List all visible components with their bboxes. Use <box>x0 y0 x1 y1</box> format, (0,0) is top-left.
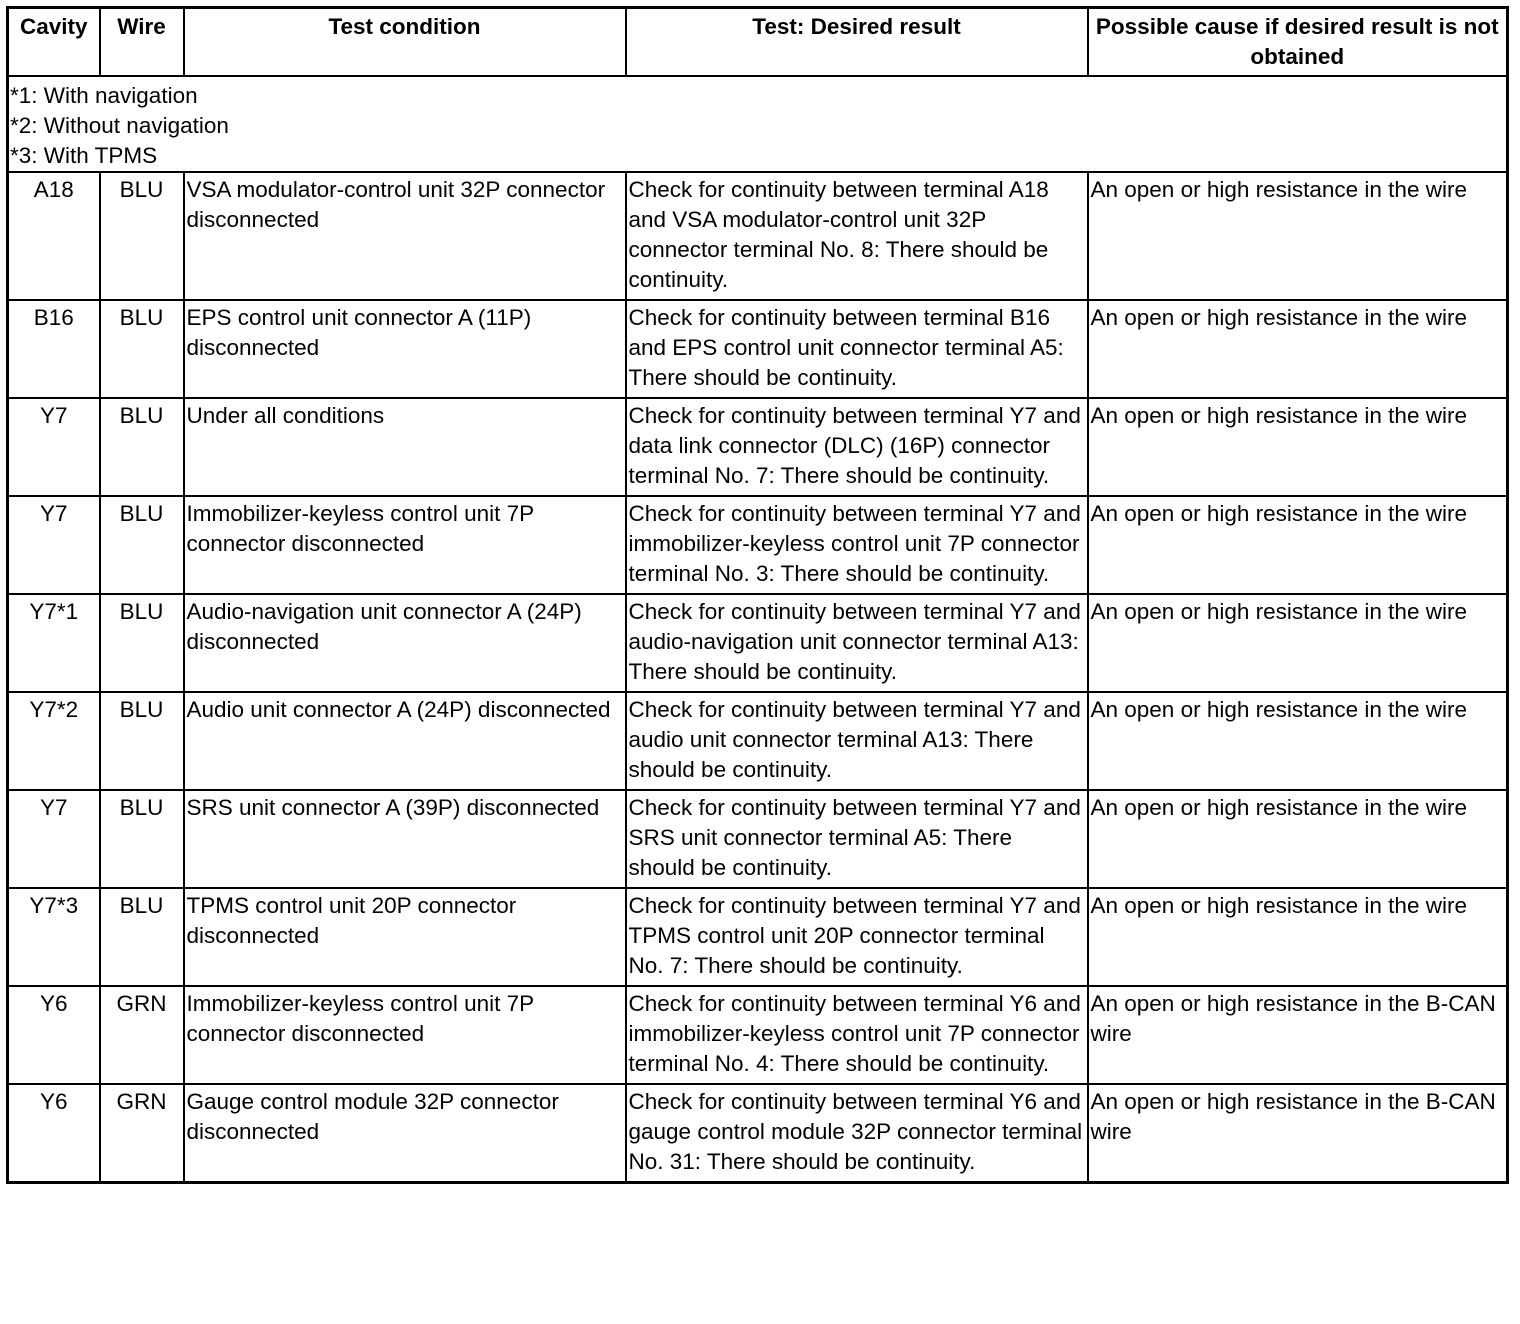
table-row <box>8 300 1508 398</box>
footnote: *1: With navigation <box>10 83 198 108</box>
possible-cause-cell: An open or high resistance in the wire <box>1088 300 1508 398</box>
desired-result-cell: Check for continuity between terminal Y7 and immobilizer-keyless control unit 7P connector terminal No. 3: There should be continuity. <box>626 496 1088 594</box>
footnotes-cell <box>8 76 1508 172</box>
wire-cell: GRN <box>100 1084 184 1183</box>
wire-cell: BLU <box>100 594 184 692</box>
test-condition-cell: Gauge control module 32P connector disconnected <box>184 1084 626 1183</box>
possible-cause-cell: An open or high resistance in the B-CAN wire <box>1088 986 1508 1084</box>
desired-result-cell: Check for continuity between terminal Y6 and gauge control module 32P connector terminal No. 31: There should be continuity. <box>626 1084 1088 1183</box>
possible-cause-cell: An open or high resistance in the wire <box>1088 172 1508 300</box>
table-row <box>8 692 1508 790</box>
wire-cell: BLU <box>100 172 184 300</box>
test-condition-cell: SRS unit connector A (39P) disconnected <box>184 790 626 888</box>
desired-result-cell: Check for continuity between terminal Y7 and audio-navigation unit connector terminal A13: There should be continuity. <box>626 594 1088 692</box>
possible-cause-cell: An open or high resistance in the B-CAN wire <box>1088 1084 1508 1183</box>
cavity-cell: Y7*2 <box>8 692 100 790</box>
table-row <box>8 790 1508 888</box>
cavity-cell: Y7 <box>8 398 100 496</box>
footnote: *2: Without navigation <box>10 113 229 138</box>
table-row <box>8 172 1508 300</box>
table-row <box>8 986 1508 1084</box>
test-condition-cell: Immobilizer-keyless control unit 7P connector disconnected <box>184 496 626 594</box>
desired-result-cell: Check for continuity between terminal B16 and EPS control unit connector terminal A5: There should be continuity. <box>626 300 1088 398</box>
header-test-condition: Test condition <box>184 8 626 77</box>
footnotes-row <box>8 76 1508 172</box>
desired-result-cell: Check for continuity between terminal A18 and VSA modulator-control unit 32P connector terminal No. 8: There should be continuity. <box>626 172 1088 300</box>
table-row <box>8 496 1508 594</box>
cavity-cell: Y7 <box>8 790 100 888</box>
test-condition-cell: Audio-navigation unit connector A (24P) disconnected <box>184 594 626 692</box>
header-desired-result: Test: Desired result <box>626 8 1088 77</box>
cavity-cell: A18 <box>8 172 100 300</box>
possible-cause-cell: An open or high resistance in the wire <box>1088 790 1508 888</box>
wire-cell: GRN <box>100 986 184 1084</box>
test-condition-cell: VSA modulator-control unit 32P connector disconnected <box>184 172 626 300</box>
table-row <box>8 1084 1508 1183</box>
wire-cell: BLU <box>100 692 184 790</box>
table-row <box>8 594 1508 692</box>
test-condition-cell: Immobilizer-keyless control unit 7P connector disconnected <box>184 986 626 1084</box>
cavity-cell: Y7 <box>8 496 100 594</box>
header-possible-cause: Possible cause if desired result is not obtained <box>1088 8 1508 77</box>
cavity-cell: Y6 <box>8 986 100 1084</box>
header-row <box>8 8 1508 77</box>
test-condition-cell: Audio unit connector A (24P) disconnected <box>184 692 626 790</box>
desired-result-cell: Check for continuity between terminal Y6 and immobilizer-keyless control unit 7P connector terminal No. 4: There should be continuity. <box>626 986 1088 1084</box>
table-row <box>8 888 1508 986</box>
cavity-cell: Y7*3 <box>8 888 100 986</box>
table-row <box>8 398 1508 496</box>
test-condition-cell: Under all conditions <box>184 398 626 496</box>
possible-cause-cell: An open or high resistance in the wire <box>1088 888 1508 986</box>
wire-cell: BLU <box>100 398 184 496</box>
test-condition-cell: TPMS control unit 20P connector disconnected <box>184 888 626 986</box>
cavity-cell: Y7*1 <box>8 594 100 692</box>
wire-cell: BLU <box>100 496 184 594</box>
cavity-cell: Y6 <box>8 1084 100 1183</box>
wire-cell: BLU <box>100 888 184 986</box>
desired-result-cell: Check for continuity between terminal Y7 and audio unit connector terminal A13: There should be continuity. <box>626 692 1088 790</box>
cavity-cell: B16 <box>8 300 100 398</box>
test-condition-cell: EPS control unit connector A (11P) disconnected <box>184 300 626 398</box>
possible-cause-cell: An open or high resistance in the wire <box>1088 398 1508 496</box>
desired-result-cell: Check for continuity between terminal Y7 and data link connector (DLC) (16P) connector terminal No. 7: There should be continuity. <box>626 398 1088 496</box>
possible-cause-cell: An open or high resistance in the wire <box>1088 692 1508 790</box>
desired-result-cell: Check for continuity between terminal Y7 and TPMS control unit 20P connector terminal No. 7: There should be continuity. <box>626 888 1088 986</box>
header-cavity: Cavity <box>8 8 100 77</box>
wire-cell: BLU <box>100 300 184 398</box>
header-wire: Wire <box>100 8 184 77</box>
wire-cell: BLU <box>100 790 184 888</box>
desired-result-cell: Check for continuity between terminal Y7 and SRS unit connector terminal A5: There should be continuity. <box>626 790 1088 888</box>
continuity-test-table <box>6 6 1509 1184</box>
possible-cause-cell: An open or high resistance in the wire <box>1088 496 1508 594</box>
possible-cause-cell: An open or high resistance in the wire <box>1088 594 1508 692</box>
footnote: *3: With TPMS <box>10 143 158 168</box>
